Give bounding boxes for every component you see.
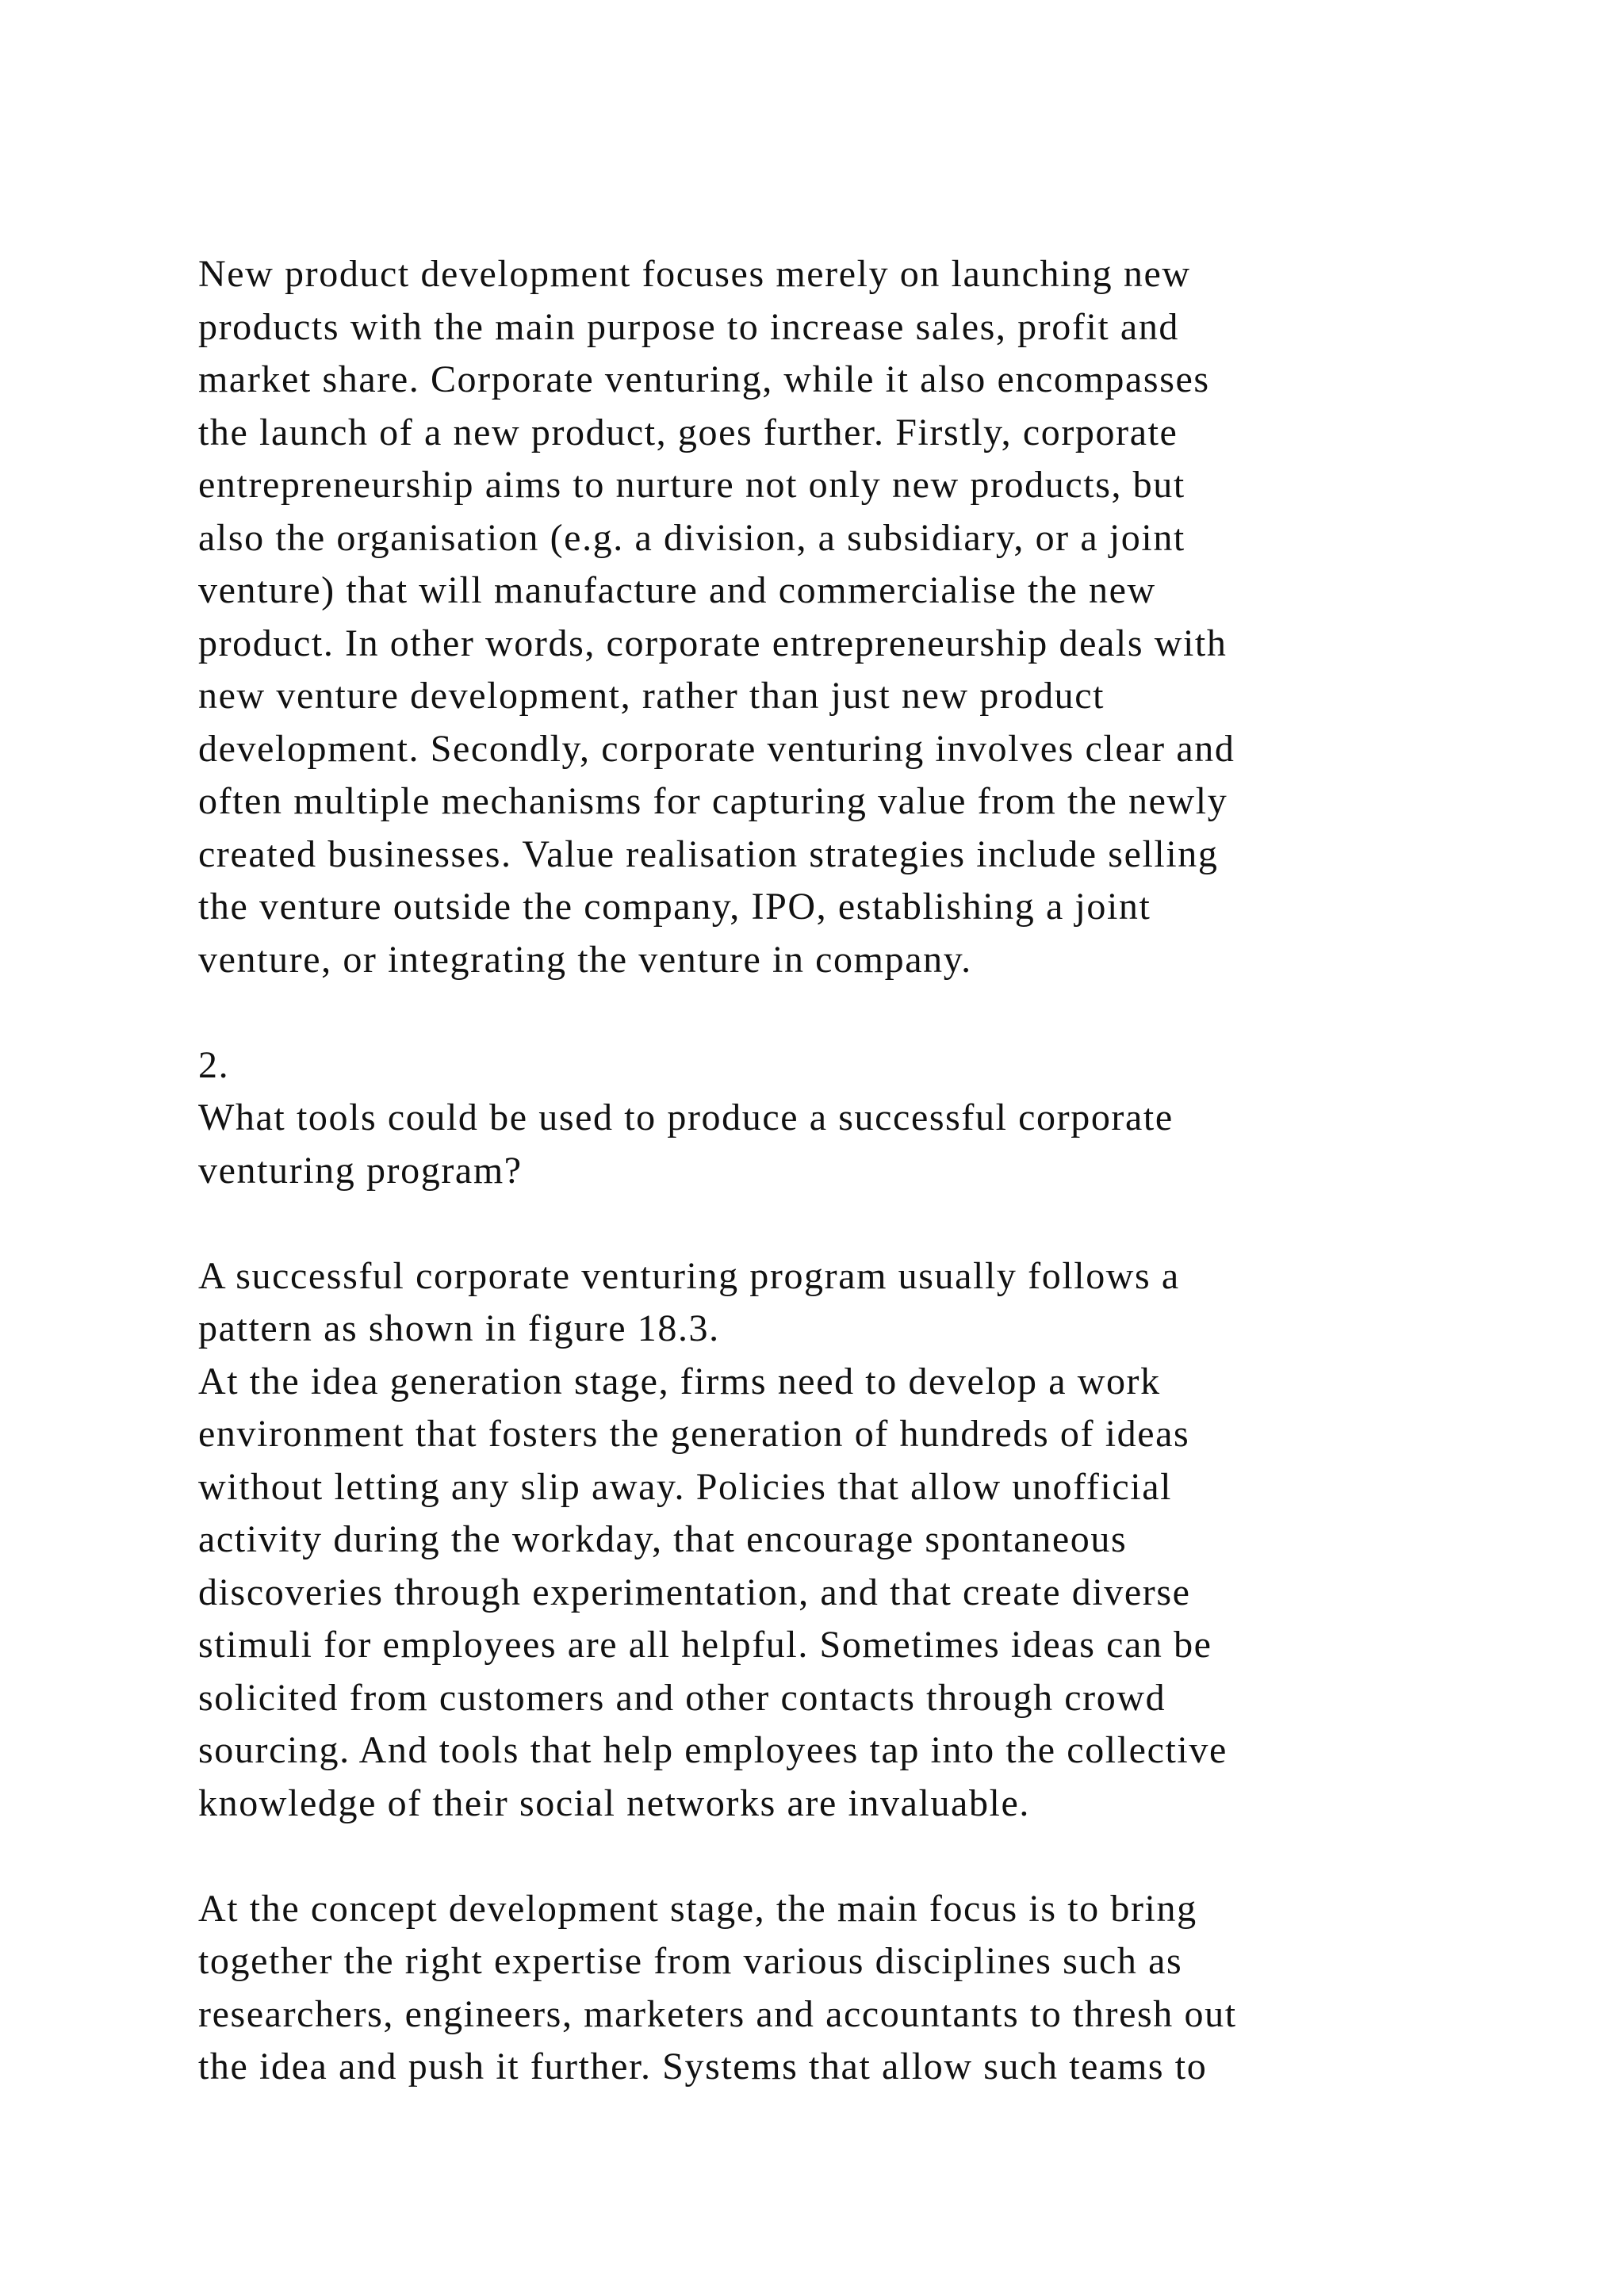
text-line: knowledge of their social networks are invaluable.: [198, 1781, 1030, 1824]
text-line: activity during the workday, that encourage spontaneous: [198, 1518, 1128, 1560]
text-line: At the concept development stage, the main focus is to bring: [198, 1887, 1197, 1930]
text-line: together the right expertise from various disciplines such as: [198, 1940, 1183, 1982]
text-line: venturing program?: [198, 1149, 523, 1192]
text-line: sourcing. And tools that help employees tap into the collective: [198, 1729, 1228, 1771]
text-line: 2.: [198, 1043, 230, 1086]
text-line: venture) that will manufacture and commercialise the new: [198, 569, 1156, 611]
text-line: products with the main purpose to increase sales, profit and: [198, 305, 1180, 348]
paragraph-new-product-development: [198, 248, 1499, 986]
text-line: environment that fosters the generation of hundreds of ideas: [198, 1413, 1190, 1455]
text-line: At the idea generation stage, firms need to develop a work: [198, 1360, 1161, 1402]
text-line: without letting any slip away. Policies that allow unofficial: [198, 1465, 1173, 1508]
paragraph-idea-generation: [198, 1250, 1499, 1831]
text-line: pattern as shown in figure 18.3.: [198, 1307, 720, 1349]
text-line: created businesses. Value realisation strategies include selling: [198, 832, 1219, 875]
text-line: discoveries through experimentation, and that create diverse: [198, 1571, 1191, 1613]
text-line: the idea and push it further. Systems that allow such teams to: [198, 2045, 1208, 2087]
text-line: the venture outside the company, IPO, establishing a joint: [198, 886, 1151, 928]
text-line: entrepreneurship aims to nurture not only new products, but: [198, 464, 1185, 506]
text-line: What tools could be used to produce a successful corporate: [198, 1096, 1174, 1138]
text-line: the launch of a new product, goes further. Firstly, corporate: [198, 411, 1178, 453]
text-line: venture, or integrating the venture in company.: [198, 938, 972, 981]
document-page: [198, 248, 1499, 2094]
text-line: often multiple mechanisms for capturing value from the newly: [198, 780, 1228, 822]
paragraph-gap: [198, 1830, 1499, 1883]
text-line: A successful corporate venturing program usually follows a: [198, 1254, 1180, 1297]
paragraph-concept-development: [198, 1883, 1499, 2094]
question-2: [198, 1039, 1499, 1198]
text-line: development. Secondly, corporate venturing involves clear and: [198, 727, 1235, 770]
text-line: new venture development, rather than just new product: [198, 675, 1105, 717]
text-line: solicited from customers and other contacts through crowd: [198, 1676, 1166, 1719]
paragraph-gap: [198, 986, 1499, 1039]
text-line: also the organisation (e.g. a division, a subsidiary, or a joint: [198, 516, 1185, 559]
text-line: market share. Corporate venturing, while it also encompasses: [198, 358, 1210, 400]
text-line: New product development focuses merely on launching new: [198, 253, 1191, 295]
paragraph-gap: [198, 1197, 1499, 1250]
text-line: researchers, engineers, marketers and accountants to thresh out: [198, 1992, 1237, 2035]
text-line: stimuli for employees are all helpful. Sometimes ideas can be: [198, 1624, 1212, 1666]
text-line: product. In other words, corporate entrepreneurship deals with: [198, 622, 1228, 664]
